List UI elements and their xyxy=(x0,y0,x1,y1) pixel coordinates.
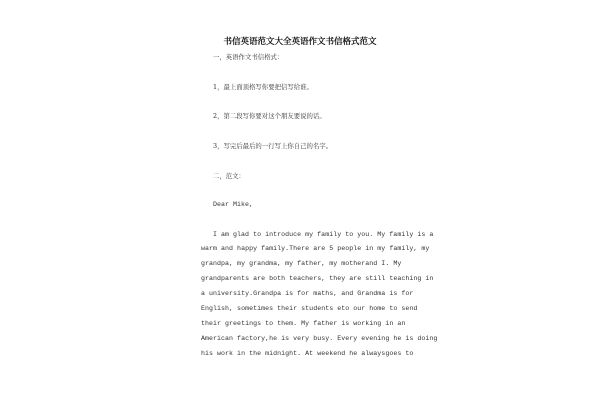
letter-body-line: grandparents are both teachers, they are still teaching in xyxy=(201,275,434,282)
instruction-item-2: 2，第二段写你要对这个朋友要说的话。 xyxy=(213,112,326,120)
document-title: 书信英语范文大全英语作文书信格式范文 xyxy=(223,37,377,47)
letter-salutation: Dear Mike, xyxy=(213,201,254,208)
letter-body-line: American factory,he is very busy. Every evening he is doing xyxy=(201,335,438,342)
section-heading-sample: 二，范文： xyxy=(213,172,245,180)
section-heading-format: 一，英语作文书信格式： xyxy=(213,53,284,61)
instruction-item-3: 3，写完后最后的一行写上你自己的名字。 xyxy=(213,142,333,150)
letter-body-line: I am glad to introduce my family to you. My family is a xyxy=(213,231,434,238)
letter-body-line: grandpa, my grandma, my father, my motherand I. My xyxy=(201,260,402,267)
letter-body-line: their greetings to them. My father is working in an xyxy=(201,320,406,327)
letter-body-line: English, sometimes their students eto our home to send xyxy=(201,305,418,312)
instruction-item-1: 1，最上面顶格写你要把信写给谁。 xyxy=(213,83,313,91)
letter-body-line: a university.Grandpa is for maths, and Grandma is for xyxy=(201,290,414,297)
letter-body-line: his work in the midnight. At weekend he alwaysgoes to xyxy=(201,350,414,357)
letter-body-line: warm and happy family.There are 5 people in my family, my xyxy=(201,245,430,252)
